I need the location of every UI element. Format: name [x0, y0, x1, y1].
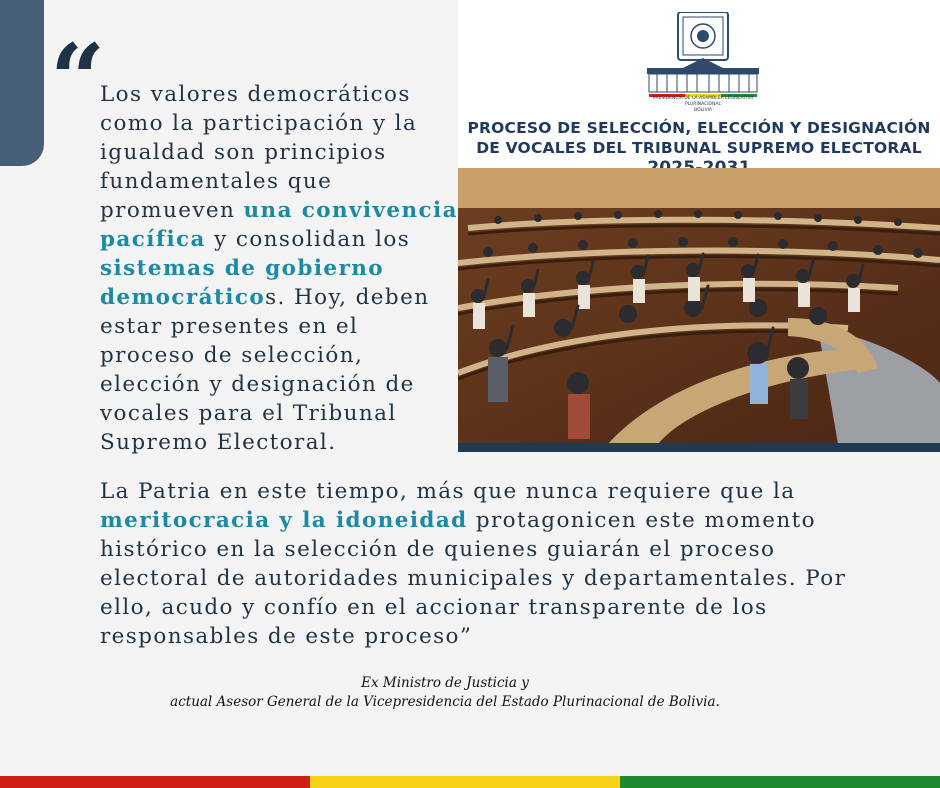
- flag-stripe-green: [620, 776, 940, 788]
- quote-intro-text-3: s. Hoy, deben estar presentes en el proceso de selección, elección y designación de vocales para el Tribunal Supremo Electoral.: [100, 285, 430, 455]
- banner-title-line-2: DE VOCALES DEL TRIBUNAL SUPREMO ELECTORAL: [476, 139, 922, 157]
- logo-caption-assembly: PRESIDENCIA DE LA ASAMBLEA LEGISLATIVA PLURINACIONAL: [652, 96, 754, 107]
- author-line-2: actual Asesor General de la Vicepresidencia del Estado Plurinacional de Bolivia.: [170, 694, 720, 710]
- quote-body-paragraph: [100, 477, 860, 651]
- side-accent-tab: [0, 0, 44, 166]
- opening-quote-mark: “: [50, 23, 106, 136]
- session-photo-card: [458, 0, 940, 452]
- highlight-meritocracia: meritocracia y la idoneidad: [100, 508, 468, 533]
- quote-intro-text-2: y consolidan los: [205, 227, 411, 252]
- quote-body-text-2: protagonicen este momento histórico en la selección de quienes guiarán el proceso electoral de autoridades municipales y departamentales. Por ello, acudo y confío en el accionar transparente de los responsables de este proceso”: [100, 508, 847, 649]
- quote-body-text-1: La Patria en este tiempo, más que nunca requiere que la: [100, 479, 796, 504]
- photo-bottom-bar: [458, 443, 940, 452]
- logo-caption-bolivia: BOLIVIA: [694, 108, 712, 113]
- highlight-sistemas: sistemas de gobierno democrático: [100, 256, 385, 310]
- chamber-session-photo: [458, 168, 940, 444]
- author-attribution: [100, 674, 790, 712]
- banner-title-line-1: PROCESO DE SELECCIÓN, ELECCIÓN Y DESIGNACIÓN: [467, 119, 931, 137]
- author-line-1: Ex Ministro de Justicia y: [361, 675, 529, 691]
- quote-intro-paragraph: [100, 80, 460, 457]
- quote-intro-text-1: Los valores democráticos como la participación y la igualdad son principios fundamentales que promueven: [100, 82, 418, 223]
- highlight-convivencia: una convivencia pacífica: [100, 198, 458, 252]
- flag-stripe-red: [0, 776, 310, 788]
- flag-stripe-yellow: [310, 776, 620, 788]
